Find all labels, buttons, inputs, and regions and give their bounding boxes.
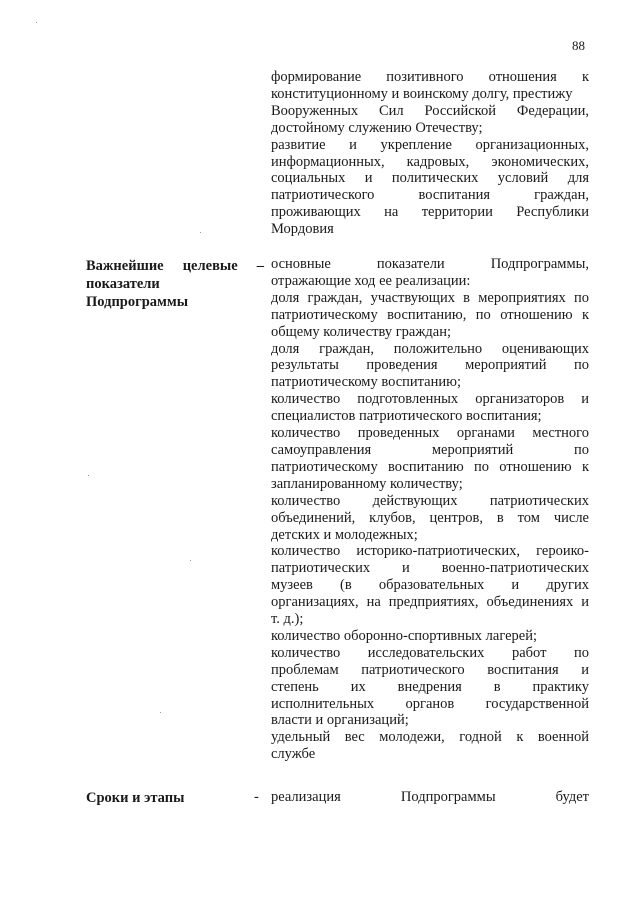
text-line: Мордовия: [271, 221, 334, 238]
text-line: количество оборонно-спортивных лагерей;: [271, 627, 537, 644]
scan-speck: [160, 712, 161, 713]
text-line: музеев (в образовательных и других: [271, 577, 589, 594]
scan-speck: [200, 232, 201, 233]
text-line: специалистов патриотического воспитания;: [271, 408, 542, 425]
text-line: отражающие ход ее реализации:: [271, 272, 471, 289]
text-line: доля граждан, участвующих в мероприятиях по: [271, 289, 589, 306]
text-line: основные показатели Подпрограммы,: [271, 256, 589, 272]
text-line: детских и молодежных;: [271, 526, 418, 543]
text-line: патриотическому воспитанию, по отношению к: [271, 306, 589, 323]
goals-continuation: [271, 69, 589, 238]
scan-speck: [36, 22, 37, 23]
indicators-label-line-3: Подпрограммы: [86, 294, 189, 310]
text-line: результаты проведения мероприятий по: [271, 357, 589, 374]
text-line: патриотических и военно-патриотических: [271, 560, 589, 577]
terms-label: Сроки и этапы: [86, 790, 185, 806]
text-line: службе: [271, 746, 316, 763]
text-line: патриотического воспитания граждан,: [271, 187, 589, 204]
text-line: проживающих на территории Республики: [271, 204, 589, 221]
text-line: формирование позитивного отношения к: [271, 69, 589, 85]
text-line: самоуправления мероприятий по: [271, 441, 589, 458]
text-line: исполнительных органов государственной: [271, 695, 589, 712]
text-line: Вооруженных Сил Российской Федерации,: [271, 102, 589, 119]
text-line: патриотическому воспитанию;: [271, 374, 462, 391]
text-line: количество исследовательских работ по: [271, 644, 589, 661]
indicators-label-line-2: показатели: [86, 276, 160, 292]
text-line: степень их внедрения в практику: [271, 678, 589, 695]
text-line: информационных, кадровых, экономических,: [271, 153, 589, 170]
text-line: запланированному количеству;: [271, 475, 463, 492]
text-line: проблемам патриотического воспитания и: [271, 661, 589, 678]
text-line: патриотическому воспитанию по отношению к: [271, 458, 589, 475]
text-line: количество историко-патриотических, героико-: [271, 543, 589, 560]
indicators-label-line-1: Важнейшие целевые –: [86, 258, 264, 274]
terms-content: [271, 789, 589, 806]
text-line: количество действующих патриотических: [271, 492, 589, 509]
indicators-content: [271, 256, 589, 763]
indicators-label: [86, 257, 264, 311]
text-line: развитие и укрепление организационных,: [271, 136, 589, 153]
text-line: объединений, клубов, центров, в том числе: [271, 509, 589, 526]
text-line: количество проведенных органами местного: [271, 425, 589, 442]
text-line: удельный вес молодежи, годной к военной: [271, 729, 589, 746]
text-line: достойному служению Отечеству;: [271, 119, 483, 136]
terms-dash: -: [254, 789, 259, 805]
text-line: конституционному и воинскому долгу, престижу: [271, 85, 573, 102]
text-line: реализация Подпрограммы будет: [271, 789, 589, 805]
text-line: общему количеству граждан;: [271, 323, 451, 340]
text-line: т. д.);: [271, 611, 304, 628]
text-line: количество подготовленных организаторов и: [271, 391, 589, 408]
text-line: власти и организаций;: [271, 712, 409, 729]
scan-speck: [88, 475, 89, 476]
text-line: доля граждан, положительно оценивающих: [271, 340, 589, 357]
text-line: организациях, на предприятиях, объединениях и: [271, 594, 589, 611]
text-line: социальных и политических условий для: [271, 170, 589, 187]
scan-speck: [190, 560, 191, 561]
page-number: 88: [572, 38, 585, 53]
